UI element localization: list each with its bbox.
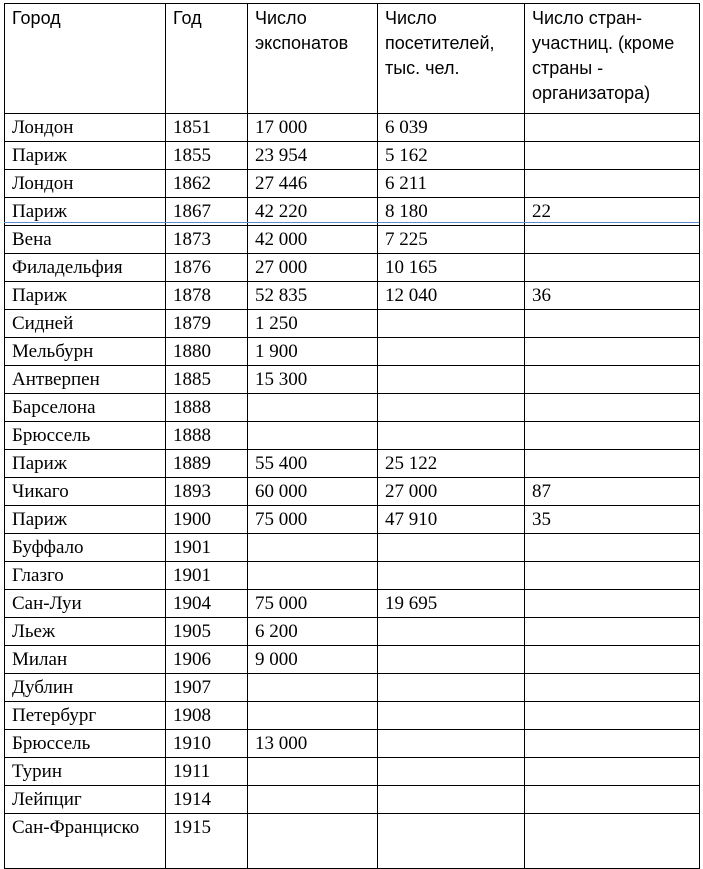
cell-visitors [378,618,525,646]
cell-visitors: 5 162 [378,142,525,170]
cell-city: Милан [5,646,166,674]
cell-city: Барселона [5,394,166,422]
cell-visitors [378,786,525,814]
cell-year: 1862 [166,170,248,198]
cell-year: 1879 [166,310,248,338]
cell-city: Париж [5,506,166,534]
cell-countries [525,170,700,198]
cell-exhibits: 75 000 [248,590,378,618]
table-row [5,114,700,142]
table-row [5,618,700,646]
cell-visitors [378,534,525,562]
header-exhibits: Число экспонатов [248,4,378,114]
cell-city: Филадельфия [5,254,166,282]
header-city: Город [5,4,166,114]
table-row [5,814,700,869]
table-row [5,534,700,562]
cell-city: Лондон [5,170,166,198]
header-visitors: Число посетителей, тыс. чел. [378,4,525,114]
cell-exhibits: 1 250 [248,310,378,338]
cell-city: Вена [5,226,166,254]
cell-year: 1889 [166,450,248,478]
cell-year: 1888 [166,394,248,422]
cell-exhibits [248,562,378,590]
cell-year: 1893 [166,478,248,506]
table-row [5,674,700,702]
cell-visitors: 27 000 [378,478,525,506]
cell-exhibits: 27 446 [248,170,378,198]
header-countries: Число стран-участниц. (кроме страны - организатора) [525,4,700,114]
cell-visitors: 7 225 [378,226,525,254]
cell-year: 1911 [166,758,248,786]
cell-city: Сан-Луи [5,590,166,618]
cell-city: Лейпциг [5,786,166,814]
cell-countries [525,422,700,450]
cell-exhibits: 17 000 [248,114,378,142]
cell-countries [525,450,700,478]
table-row [5,562,700,590]
cell-exhibits [248,674,378,702]
cell-exhibits [248,422,378,450]
cell-city: Мельбурн [5,338,166,366]
cell-countries [525,674,700,702]
cell-countries [525,702,700,730]
table-row [5,590,700,618]
cell-countries: 35 [525,506,700,534]
table-row [5,646,700,674]
cell-year: 1914 [166,786,248,814]
table-row [5,282,700,310]
cell-year: 1873 [166,226,248,254]
cell-exhibits: 52 835 [248,282,378,310]
cell-visitors [378,366,525,394]
cell-exhibits: 1 900 [248,338,378,366]
cell-exhibits [248,758,378,786]
cell-countries [525,730,700,758]
cell-countries [525,618,700,646]
table-row [5,170,700,198]
selection-line [4,222,699,223]
exhibitions-table [4,3,700,869]
table-row [5,422,700,450]
cell-year: 1905 [166,618,248,646]
cell-countries [525,366,700,394]
cell-visitors: 8 180 [378,198,525,226]
cell-exhibits: 15 300 [248,366,378,394]
cell-visitors: 19 695 [378,590,525,618]
cell-city: Париж [5,450,166,478]
cell-city: Буффало [5,534,166,562]
cell-year: 1907 [166,674,248,702]
cell-visitors: 47 910 [378,506,525,534]
cell-countries [525,534,700,562]
cell-exhibits [248,534,378,562]
cell-visitors [378,730,525,758]
cell-year: 1915 [166,814,248,869]
table-row [5,310,700,338]
cell-exhibits [248,702,378,730]
table-row [5,142,700,170]
cell-city: Антверпен [5,366,166,394]
cell-visitors [378,338,525,366]
cell-countries [525,758,700,786]
table-row [5,702,700,730]
cell-visitors [378,422,525,450]
table-row [5,730,700,758]
cell-year: 1885 [166,366,248,394]
cell-exhibits: 55 400 [248,450,378,478]
table-row [5,394,700,422]
cell-year: 1901 [166,534,248,562]
table-row [5,478,700,506]
cell-city: Дублин [5,674,166,702]
table-row [5,226,700,254]
cell-city: Лондон [5,114,166,142]
cell-visitors [378,394,525,422]
cell-city: Чикаго [5,478,166,506]
cell-countries [525,226,700,254]
cell-city: Париж [5,282,166,310]
cell-visitors [378,646,525,674]
cell-year: 1878 [166,282,248,310]
cell-visitors [378,814,525,869]
cell-countries [525,394,700,422]
cell-year: 1901 [166,562,248,590]
cell-visitors [378,702,525,730]
table-row [5,450,700,478]
cell-countries [525,814,700,869]
header-row [5,4,700,114]
cell-exhibits [248,814,378,869]
cell-city: Льеж [5,618,166,646]
cell-countries: 36 [525,282,700,310]
cell-countries [525,114,700,142]
cell-countries [525,338,700,366]
cell-city: Париж [5,198,166,226]
cell-exhibits [248,394,378,422]
cell-visitors: 6 039 [378,114,525,142]
cell-visitors: 6 211 [378,170,525,198]
cell-year: 1855 [166,142,248,170]
cell-exhibits: 60 000 [248,478,378,506]
table-row [5,506,700,534]
cell-year: 1851 [166,114,248,142]
cell-countries [525,254,700,282]
cell-exhibits: 23 954 [248,142,378,170]
header-year: Год [166,4,248,114]
cell-exhibits: 9 000 [248,646,378,674]
cell-exhibits [248,786,378,814]
cell-city: Брюссель [5,422,166,450]
cell-visitors: 25 122 [378,450,525,478]
cell-countries [525,646,700,674]
cell-exhibits: 75 000 [248,506,378,534]
cell-year: 1867 [166,198,248,226]
cell-city: Брюссель [5,730,166,758]
cell-exhibits: 13 000 [248,730,378,758]
cell-visitors [378,310,525,338]
cell-year: 1906 [166,646,248,674]
cell-year: 1900 [166,506,248,534]
cell-visitors [378,562,525,590]
cell-year: 1888 [166,422,248,450]
cell-city: Турин [5,758,166,786]
cell-exhibits: 42 220 [248,198,378,226]
table-row [5,786,700,814]
cell-year: 1908 [166,702,248,730]
cell-city: Сидней [5,310,166,338]
cell-exhibits: 42 000 [248,226,378,254]
cell-countries [525,590,700,618]
cell-countries: 22 [525,198,700,226]
cell-countries [525,786,700,814]
cell-countries [525,142,700,170]
cell-visitors [378,674,525,702]
cell-year: 1904 [166,590,248,618]
cell-city: Сан-Франциско [5,814,166,869]
table-row [5,254,700,282]
table-row [5,366,700,394]
cell-visitors: 12 040 [378,282,525,310]
table-body [5,114,700,869]
cell-city: Петербург [5,702,166,730]
cell-countries [525,562,700,590]
cell-city: Глазго [5,562,166,590]
cell-exhibits: 27 000 [248,254,378,282]
cell-exhibits: 6 200 [248,618,378,646]
cell-city: Париж [5,142,166,170]
cell-countries [525,310,700,338]
cell-visitors [378,758,525,786]
cell-year: 1880 [166,338,248,366]
cell-visitors: 10 165 [378,254,525,282]
table-row [5,338,700,366]
cell-year: 1910 [166,730,248,758]
cell-year: 1876 [166,254,248,282]
cell-countries: 87 [525,478,700,506]
table-row [5,758,700,786]
